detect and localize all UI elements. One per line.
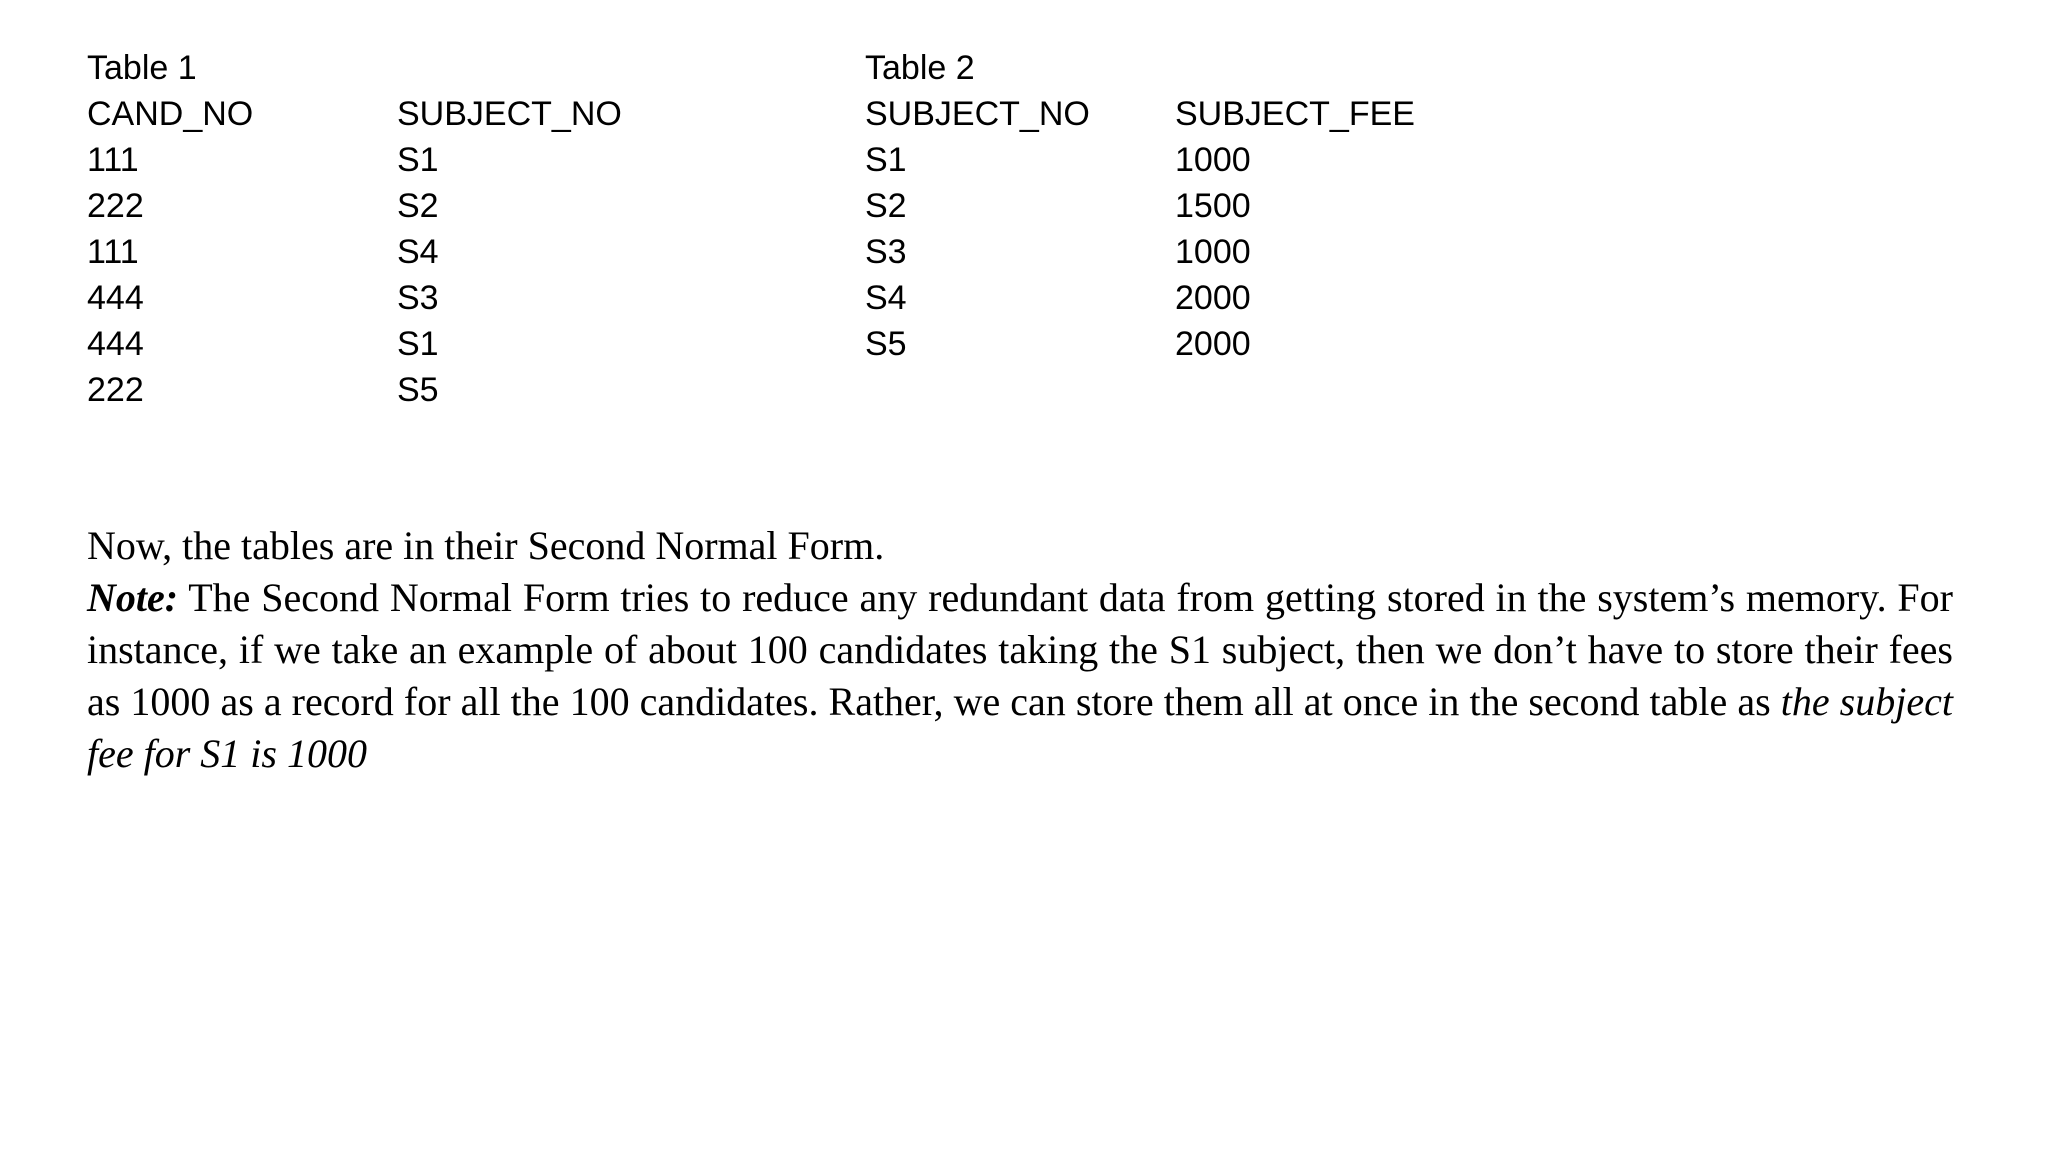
table-2-title: Table 2: [865, 49, 975, 87]
table-row: [87, 367, 657, 413]
table-2-header-row: [865, 91, 1435, 137]
table-cell: 2000: [1175, 325, 1251, 363]
table-row: [87, 137, 657, 183]
table-cell: S3: [397, 279, 439, 317]
table-cell: 444: [87, 325, 144, 363]
table-row: [87, 229, 657, 275]
table-1-header-subject-no: SUBJECT_NO: [397, 95, 622, 133]
table-cell: 2000: [1175, 279, 1251, 317]
table-1-title: Table 1: [87, 49, 197, 87]
notes-section: [87, 520, 1953, 780]
table-cell: S1: [397, 325, 439, 363]
table-1: [87, 45, 657, 413]
table-2-header-subject-fee: SUBJECT_FEE: [1175, 95, 1415, 133]
table-cell: 444: [87, 279, 144, 317]
table-cell: 1500: [1175, 187, 1251, 225]
table-cell: 1000: [1175, 141, 1251, 179]
note-label: Note:: [87, 575, 179, 620]
note-text: The Second Normal Form tries to reduce any redundant data from getting stored in the system’s memory. For instance, if we take an example of about 100 candidates taking the S1 subject, then we don’t have to store their fees as 1000 as a record for all the 100 candidates. Rather, we can store them all at once in the second table as: [87, 575, 1953, 724]
table-cell: S2: [397, 187, 439, 225]
table-2: [865, 45, 1435, 367]
table-cell: 111: [87, 141, 139, 179]
table-row: [865, 275, 1435, 321]
table-cell: S1: [865, 141, 907, 179]
table-cell: S4: [865, 279, 907, 317]
table-1-header-row: [87, 91, 657, 137]
table-cell: S4: [397, 233, 439, 271]
intro-paragraph: Now, the tables are in their Second Normal Form.: [87, 523, 885, 568]
table-row: [87, 321, 657, 367]
table-cell: 222: [87, 371, 144, 409]
table-row: [865, 183, 1435, 229]
note-italic-tail: the subject fee for S1 is 1000: [87, 679, 1953, 776]
table-cell: 111: [87, 233, 139, 271]
table-row: [865, 137, 1435, 183]
table-row: [87, 275, 657, 321]
table-cell: S1: [397, 141, 439, 179]
table-cell: S2: [865, 187, 907, 225]
table-row: [87, 183, 657, 229]
table-2-header-subject-no: SUBJECT_NO: [865, 95, 1090, 133]
table-cell: 1000: [1175, 233, 1251, 271]
table-row: [865, 321, 1435, 367]
table-row: [865, 229, 1435, 275]
table-cell: 222: [87, 187, 144, 225]
table-1-header-cand-no: CAND_NO: [87, 95, 254, 133]
note-paragraph: [87, 572, 1953, 780]
table-cell: S3: [865, 233, 907, 271]
table-cell: S5: [397, 371, 439, 409]
table-cell: S5: [865, 325, 907, 363]
